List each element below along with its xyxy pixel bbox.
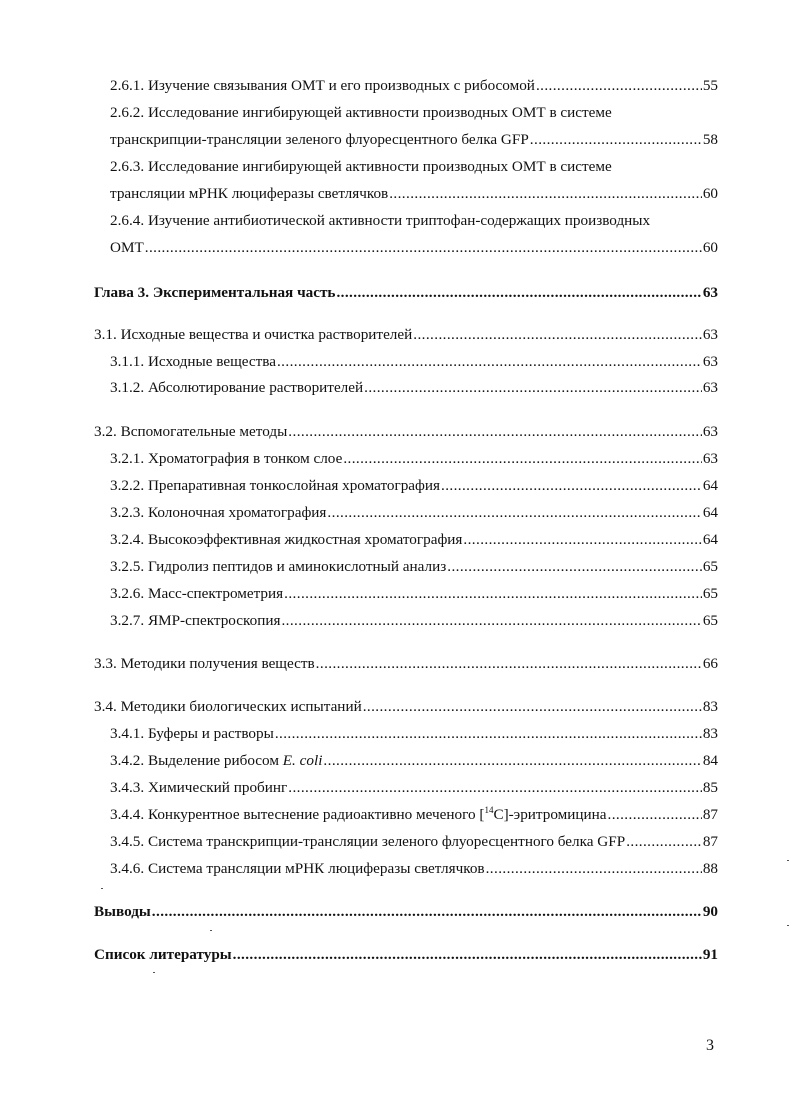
leader-dots xyxy=(277,352,702,372)
leader-dots xyxy=(288,778,702,798)
toc-entry-2-6-4-line1: 2.6.4. Изучение антибиотической активности триптофан-содержащих производных xyxy=(110,212,651,229)
scan-speck xyxy=(787,860,789,861)
toc-label: Список литературы xyxy=(94,946,232,963)
toc-label: 3.1.1. Исходные вещества xyxy=(110,353,276,370)
toc-page: 55 xyxy=(702,77,718,94)
toc-page: 64 xyxy=(702,531,718,548)
toc-entry-3-2-1 xyxy=(110,449,718,469)
toc-entry-3-1-2 xyxy=(110,378,718,398)
toc-entry-3-2-6 xyxy=(110,584,718,604)
toc-entry-3-4-5 xyxy=(110,832,718,852)
scan-speck xyxy=(210,930,212,931)
toc-label: 3.2.1. Хроматография в тонком слое xyxy=(110,450,343,467)
toc-entry-3-2-4 xyxy=(110,530,718,550)
toc-page: 64 xyxy=(702,477,718,494)
toc-page: 87 xyxy=(702,806,718,823)
toc-label: транскрипции-трансляции зеленого флуоресцентного белка GFP xyxy=(110,131,529,148)
toc-label: трансляции мРНК люциферазы светлячков xyxy=(110,185,389,202)
leader-dots xyxy=(284,584,702,604)
leader-dots xyxy=(447,557,702,577)
leader-dots xyxy=(327,503,701,523)
toc-entry-references xyxy=(94,945,718,965)
leader-dots xyxy=(343,449,701,469)
page-number: 3 xyxy=(706,1037,714,1054)
toc-page: 63 xyxy=(702,284,718,301)
toc-label: 3.2.3. Колоночная хроматография xyxy=(110,504,327,521)
toc-page: 84 xyxy=(702,752,718,769)
toc-page: 65 xyxy=(702,585,718,602)
leader-dots xyxy=(275,724,702,744)
toc-page: 83 xyxy=(702,698,718,715)
leader-dots xyxy=(336,283,701,303)
toc-entry-3-4-3 xyxy=(110,778,718,798)
leader-dots xyxy=(441,476,702,496)
toc-label: Глава 3. Экспериментальная часть xyxy=(94,284,336,301)
leader-dots xyxy=(364,378,702,398)
leader-dots xyxy=(323,751,701,771)
isotope-superscript: 14 xyxy=(484,805,494,815)
toc-entry-3-4-4 xyxy=(110,805,718,825)
toc-entry-3-2-7 xyxy=(110,611,718,631)
leader-dots xyxy=(145,238,702,258)
leader-dots xyxy=(486,859,702,879)
toc-label: 3.4.6. Система трансляции мРНК люциферазы светлячков xyxy=(110,860,485,877)
toc-label xyxy=(110,751,322,771)
toc-entry-3-1 xyxy=(94,325,718,345)
toc-label: 3.1. Исходные вещества и очистка растворителей xyxy=(94,326,413,343)
leader-dots xyxy=(413,325,702,345)
toc-entry-chapter-3 xyxy=(94,283,718,303)
toc-page: 58 xyxy=(702,131,718,148)
leader-dots xyxy=(288,422,702,442)
toc-label: 3.4.5. Система транскрипции-трансляции зеленого флуоресцентного белка GFP xyxy=(110,833,626,850)
toc-label: Выводы xyxy=(94,903,151,920)
toc-entry-3-1-1 xyxy=(110,352,718,372)
toc-page: 64 xyxy=(702,504,718,521)
toc-page: 66 xyxy=(702,655,718,672)
toc-label xyxy=(110,805,607,825)
leader-dots xyxy=(463,530,701,550)
scan-speck xyxy=(787,925,789,926)
toc-entry-2-6-3-line1: 2.6.3. Исследование ингибирующей активности производных ОМТ в системе xyxy=(110,158,612,175)
leader-dots xyxy=(530,130,702,150)
toc-label: ОМТ xyxy=(110,239,144,256)
leader-dots xyxy=(281,611,701,631)
toc-entry-2-6-2 xyxy=(110,130,718,150)
toc-entry-3-3 xyxy=(94,654,718,674)
toc-page: 63 xyxy=(702,379,718,396)
toc-entry-2-6-2-line1: 2.6.2. Исследование ингибирующей активности производных ОМТ в системе xyxy=(110,104,612,121)
leader-dots xyxy=(363,697,702,717)
toc-page: 91 xyxy=(702,946,718,963)
toc-label-prefix: 3.4.2. Выделение рибосом xyxy=(110,752,279,769)
toc-page: 65 xyxy=(702,558,718,575)
toc-page: 87 xyxy=(702,833,718,850)
leader-dots xyxy=(626,832,702,852)
toc-page: 63 xyxy=(702,326,718,343)
toc-page: 83 xyxy=(702,725,718,742)
toc-label: 3.2.6. Масс-спектрометрия xyxy=(110,585,284,602)
toc-label: 3.3. Методики получения веществ xyxy=(94,655,315,672)
toc-page: 85 xyxy=(702,779,718,796)
toc-label: 3.1.2. Абсолютирование растворителей xyxy=(110,379,364,396)
toc-page: 60 xyxy=(702,239,718,256)
toc-entry-3-4-2 xyxy=(110,751,718,771)
leader-dots xyxy=(316,654,702,674)
toc-label: 3.2.4. Высокоэффективная жидкостная хроматография xyxy=(110,531,463,548)
toc-label: 3.4.3. Химический пробинг xyxy=(110,779,288,796)
toc-page: 63 xyxy=(702,353,718,370)
toc-entry-conclusions xyxy=(94,902,718,922)
toc-page: 90 xyxy=(702,903,718,920)
scan-speck xyxy=(153,972,155,973)
toc-label: 2.6.1. Изучение связывания ОМТ и его производных с рибосомой xyxy=(110,77,535,94)
leader-dots xyxy=(608,805,702,825)
toc-entry-2-6-4 xyxy=(110,238,718,258)
toc-entry-3-2-5 xyxy=(110,557,718,577)
toc-page: 65 xyxy=(702,612,718,629)
leader-dots xyxy=(536,76,702,96)
toc-entry-2-6-1 xyxy=(110,76,718,96)
leader-dots xyxy=(389,184,702,204)
toc-entry-3-2-3 xyxy=(110,503,718,523)
toc-entry-3-2-2 xyxy=(110,476,718,496)
toc-label-italic: E. coli xyxy=(282,752,323,769)
leader-dots xyxy=(233,945,702,965)
toc-label: 3.2. Вспомогательные методы xyxy=(94,423,288,440)
toc-page: 63 xyxy=(702,450,718,467)
toc-label: 3.2.7. ЯМР-спектроскопия xyxy=(110,612,281,629)
scan-speck xyxy=(101,888,103,889)
toc-label-prefix: 3.4.4. Конкурентное вытеснение радиоактивно меченого [ xyxy=(110,806,485,823)
toc-entry-3-4-1 xyxy=(110,724,718,744)
toc-page: 60 xyxy=(702,185,718,202)
toc-label: 3.2.2. Препаративная тонкослойная хроматография xyxy=(110,477,440,494)
toc-label: 3.2.5. Гидролиз пептидов и аминокислотный анализ xyxy=(110,558,447,575)
toc-page: 63 xyxy=(702,423,718,440)
toc-entry-3-2 xyxy=(94,422,718,442)
toc-entry-3-4-6 xyxy=(110,859,718,879)
toc-page: 88 xyxy=(702,860,718,877)
toc-label: 3.4.1. Буферы и растворы xyxy=(110,725,274,742)
toc-label: 3.4. Методики биологических испытаний xyxy=(94,698,362,715)
toc-label-suffix: C]-эритромицина xyxy=(493,806,607,823)
toc-entry-3-4 xyxy=(94,697,718,717)
toc-entry-2-6-3 xyxy=(110,184,718,204)
leader-dots xyxy=(152,902,702,922)
